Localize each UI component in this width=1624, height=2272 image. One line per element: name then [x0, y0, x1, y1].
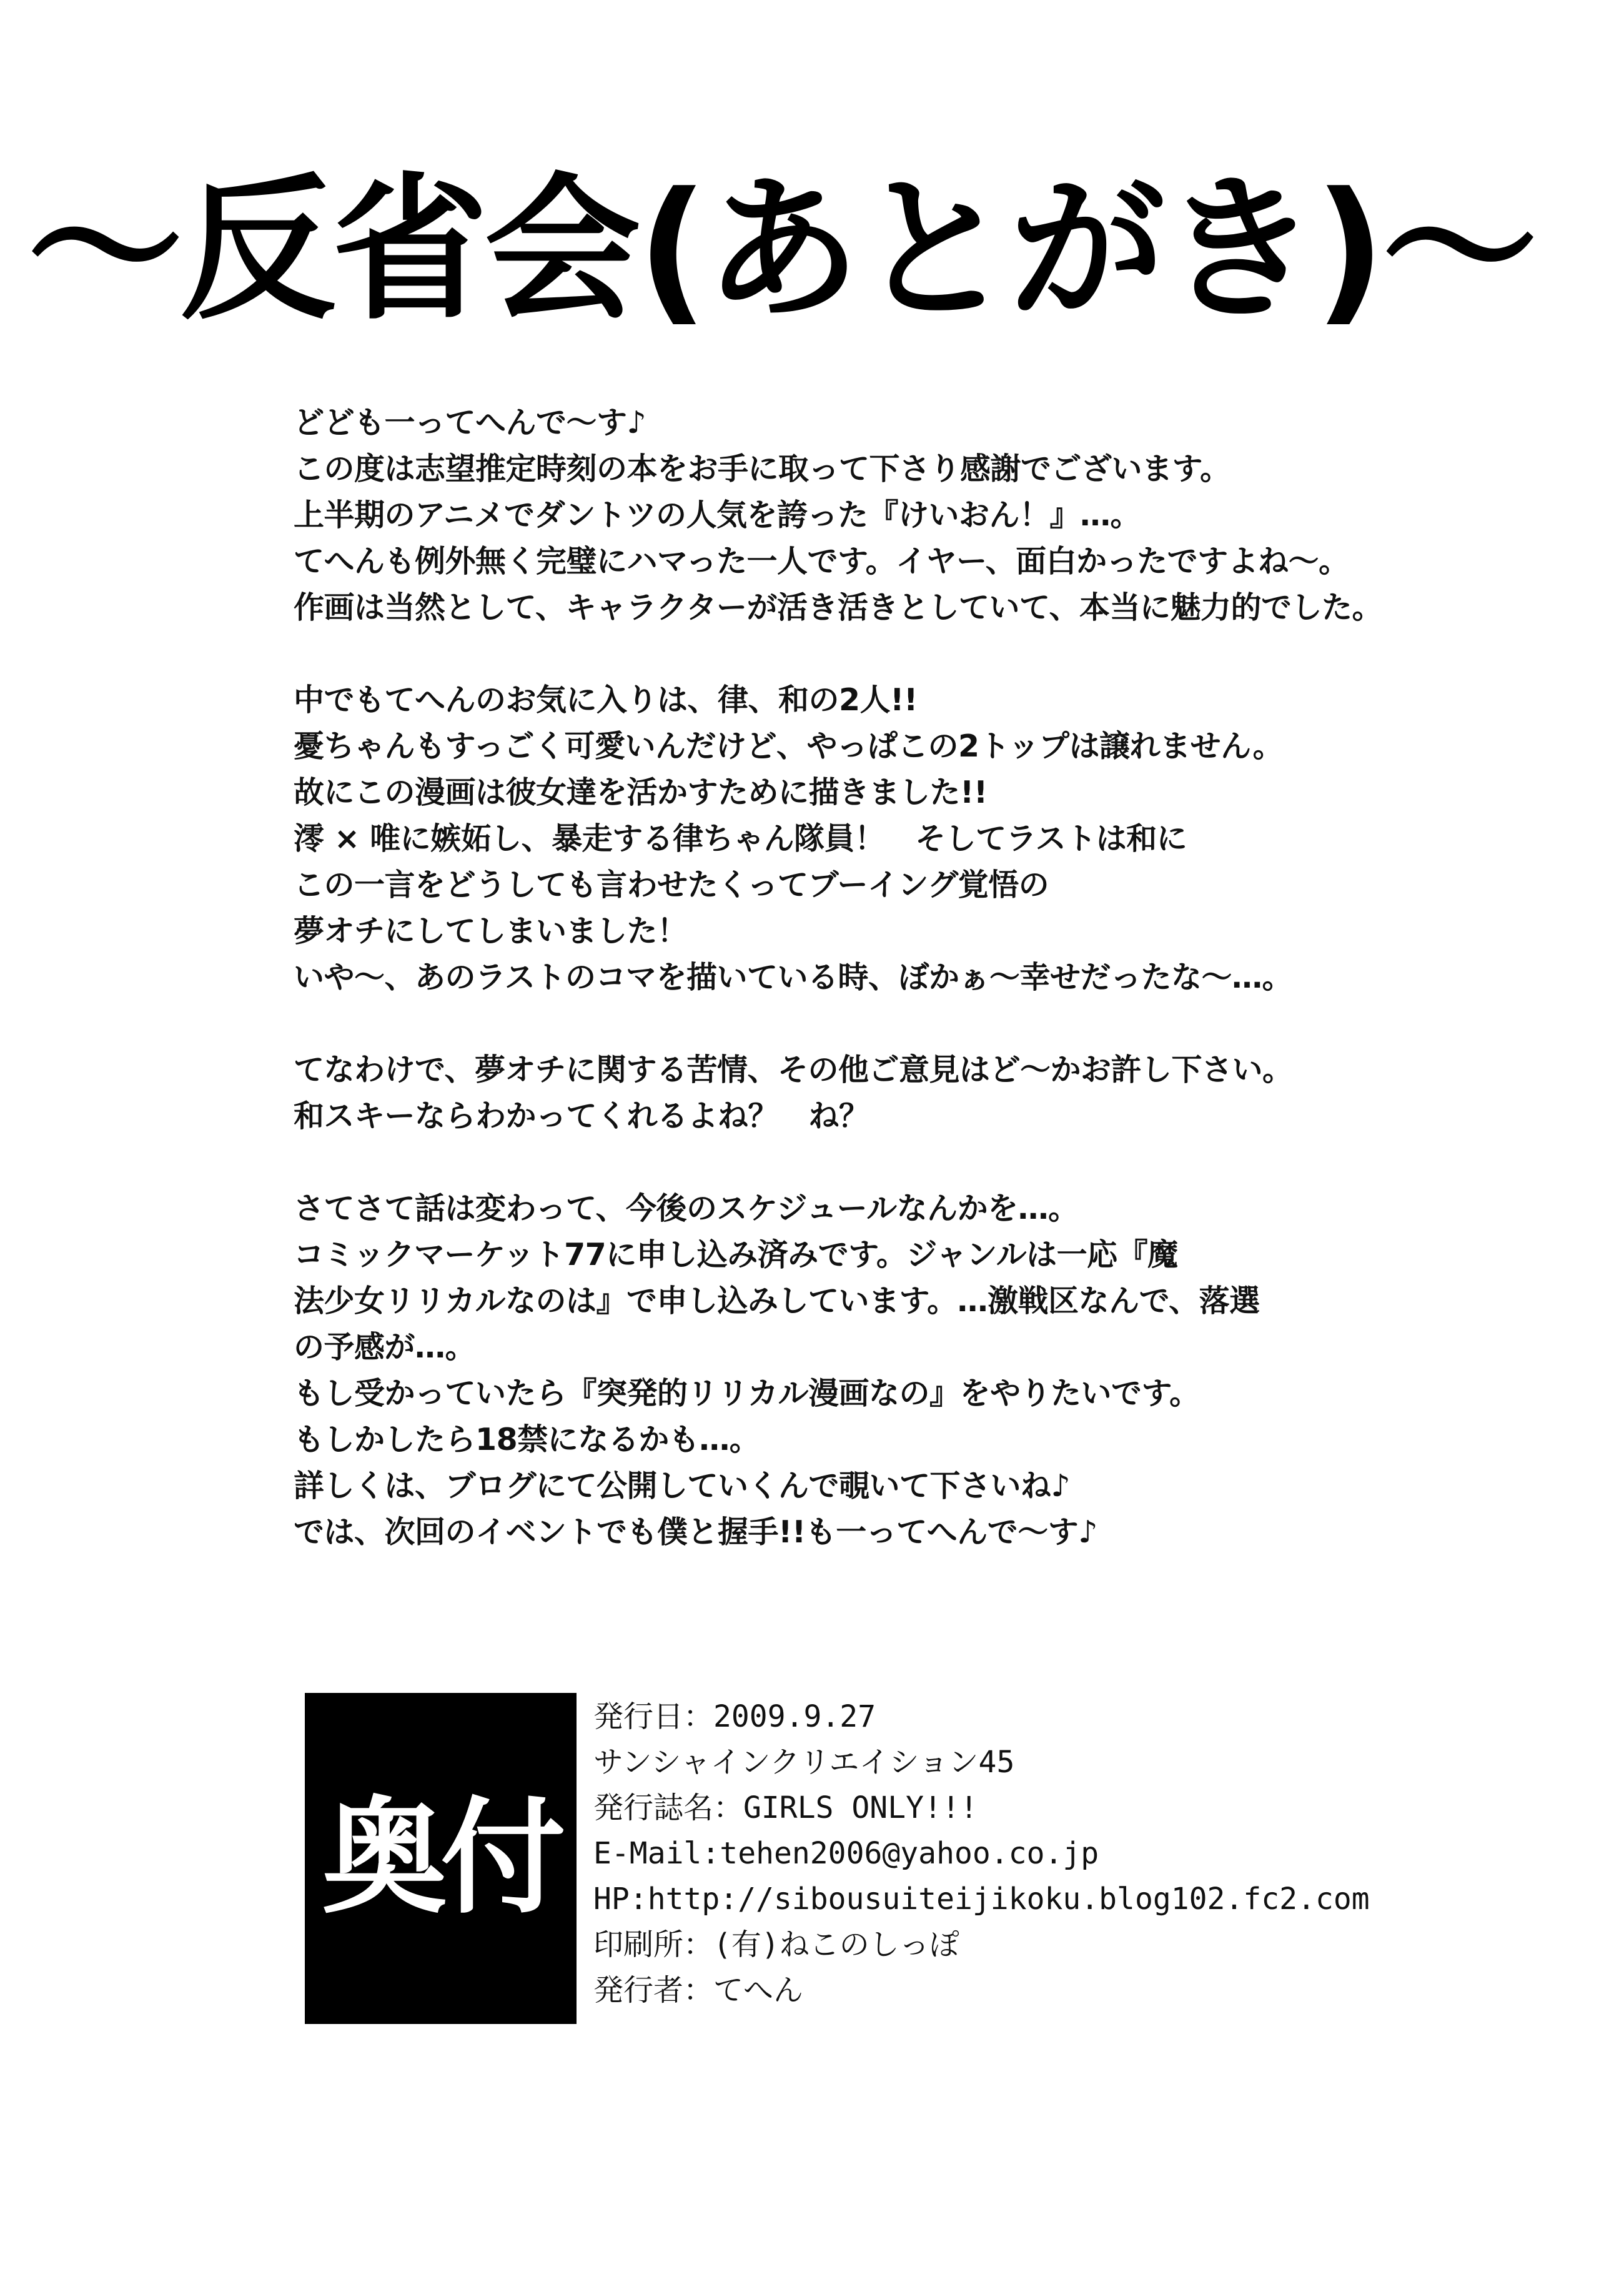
text-line: 上半期のアニメでダントツの人気を誇った『けいおん！』…。 [294, 497, 1141, 533]
colophon-event: サンシャインクリエイション45 [593, 1745, 1015, 1780]
text-line: 和スキーならわかってくれるよね？ ね？ [294, 1098, 869, 1134]
text-line: 法少女リリカルなのは』で申し込みしています。…激戦区なんで、落選 [294, 1283, 1260, 1319]
afterword-body [294, 400, 1449, 1555]
text-line: 作画は当然として、キャラクターが活き活きとしていて、本当に魅力的でした。 [294, 590, 1383, 625]
text-line: この度は志望推定時刻の本をお手に取って下さり感謝でございます。 [294, 451, 1230, 487]
text-line: 憂ちゃんもすっごく可愛いんだけど、やっぱこの2トップは譲れません。 [294, 728, 1284, 764]
colophon-label-box [305, 1693, 577, 2024]
text-line: コミックマーケット77に申し込み済みです。ジャンルは一応『魔 [294, 1237, 1178, 1272]
colophon-homepage: HP:http://sibousuiteijikoku.blog102.fc2.com [593, 1882, 1370, 1917]
text-line: さてさて話は変わって、今後のスケジュールなんかを…。 [294, 1191, 1079, 1226]
colophon-book-title: 発行誌名：GIRLS ONLY!!! [593, 1790, 978, 1825]
page-title: 〜反省会(あとがき)〜 [27, 159, 1535, 340]
text-line: いや〜、あのラストのコマを描いている時、ぼかぁ〜幸せだったな〜…。 [294, 960, 1293, 995]
text-line: てへんも例外無く完璧にハマった一人です。イヤー、面白かったですよね〜。 [294, 543, 1349, 579]
colophon-label: 奥付 [322, 1785, 560, 1931]
text-line: の予感が…。 [294, 1329, 476, 1365]
text-line: では、次回のイベントでも僕と握手!!も一ってへんで〜す♪ [294, 1514, 1097, 1550]
paragraph-gap [294, 1001, 1449, 1047]
colophon-info [593, 1694, 1593, 2013]
text-line: 詳しくは、ブログにて公開していくんで覗いて下さいね♪ [294, 1468, 1071, 1504]
text-line: この一言をどうしても言わせたくってブーイング覚悟の [294, 867, 1049, 903]
text-line: もし受かっていたら『突発的リリカル漫画なの』をやりたいです。 [294, 1376, 1200, 1411]
text-line: どども一ってへんで〜す♪ [294, 405, 646, 440]
text-line: てなわけで、夢オチに関する苦情、その他ご意見はど〜かお許し下さい。 [294, 1052, 1293, 1088]
colophon-publish-date: 発行日：2009.9.27 [593, 1699, 876, 1734]
paragraph-gap [294, 1139, 1449, 1186]
text-line: 中でもてへんのお気に入りは、律、和の2人!! [294, 682, 918, 718]
text-line: 夢オチにしてしまいました！ [294, 913, 688, 949]
colophon-publisher: 発行者：てへん [593, 1973, 804, 2008]
colophon-printer: 印刷所：(有)ねこのしっぽ [593, 1927, 959, 1962]
text-line: 澪 × 唯に嫉妬し、暴走する律ちゃん隊員！ そしてラストは和に [294, 821, 1187, 856]
paragraph-gap [294, 631, 1449, 677]
colophon-email: E-Mail:tehen2006@yahoo.co.jp [593, 1836, 1099, 1871]
text-line: 故にこの漫画は彼女達を活かすために描きました!! [294, 775, 988, 810]
text-line: もしかしたら18禁になるかも…。 [294, 1422, 760, 1457]
